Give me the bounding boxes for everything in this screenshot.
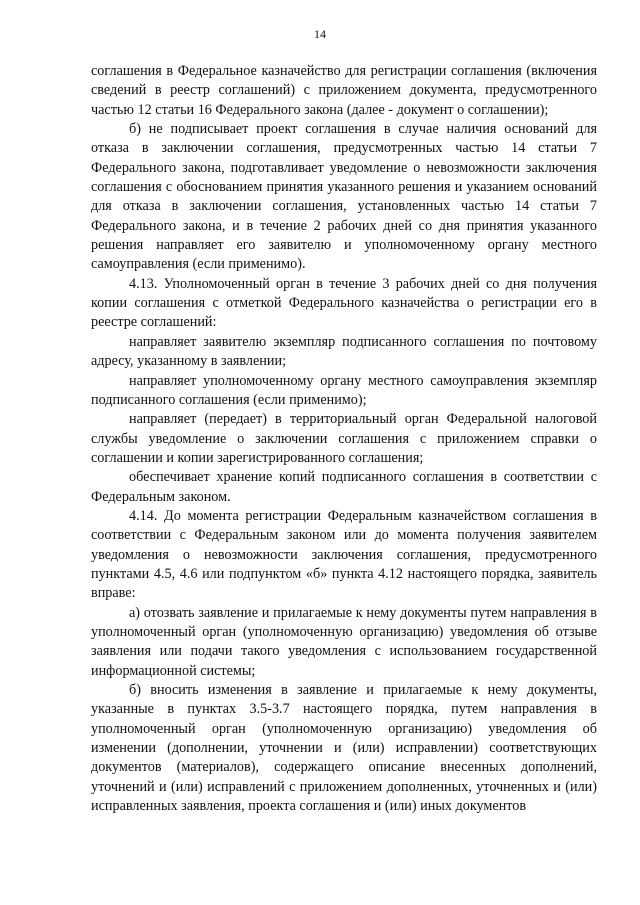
page-number: 14 xyxy=(314,27,326,41)
paragraph-subitem-b-changes: б) вносить изменения в заявление и прилагаемые к нему документы, указанные в пунктах 3.5-3.7 настоящего порядка, путем направления в уполномоченный орган (уполномоченную организацию) уведомления об изменении (дополнении, уточнении и (или) исправлении) соответствующих документов (материалов), содержащего описание внесенных дополнений, уточнений и (или) исправлений с приложением дополненных, уточненных и (или) исправленных заявления, проекта соглашения и (или) иных документов xyxy=(91,682,597,815)
paragraph-continuation: соглашения в Федеральное казначейство для регистрации соглашения (включения сведений в реестр соглашений) с приложением документа, предусмотренного частью 12 статьи 16 Федерального закона (далее - документ о соглашении); xyxy=(91,63,597,118)
document-body xyxy=(91,62,597,816)
paragraph-4-13: 4.13. Уполномоченный орган в течение 3 рабочих дней со дня получения копии соглашения с отметкой Федерального казначейства о регистрации его в реестре соглашений: xyxy=(91,275,597,331)
paragraph-storage: обеспечивает хранение копий подписанного соглашения в соответствии с Федеральным законом. xyxy=(91,469,597,505)
paragraph-4-14: 4.14. До момента регистрации Федеральным казначейством соглашения в соответствии с Федеральным законом или до момента получения заявителем уведомления о невозможности заключения соглашения, предусмотренного пунктами 4.5, 4.6 или подпунктом «б» пункта 4.12 настоящего порядка, заявитель вправе: xyxy=(91,507,597,602)
paragraph-send-to-local-authority: направляет уполномоченному органу местного самоуправления экземпляр подписанного соглашения (если применимо); xyxy=(91,372,597,408)
paragraph-send-to-applicant: направляет заявителю экземпляр подписанного соглашения по почтовому адресу, указанному в заявлении; xyxy=(91,333,597,370)
paragraph-send-to-tax-service: направляет (передает) в территориальный орган Федеральной налоговой службы уведомление о заключении соглашения с приложением справки о соглашении и копии зарегистрированного соглашения; xyxy=(91,411,597,466)
paragraph-subitem-a-withdraw: а) отозвать заявление и прилагаемые к нему документы путем направления в уполномоченный орган (уполномоченную организацию) уведомления об отзыве заявления или подачи такого уведомления с использованием государственной информационной системы; xyxy=(91,604,597,679)
paragraph-subitem-b-refusal: б) не подписывает проект соглашения в случае наличия оснований для отказа в заключении соглашения, предусмотренных частью 14 статьи 7 Федерального закона, подготавливает уведомление о невозможности заключения соглашения с обоснованием принятия указанного решения и указанием оснований для отказа в заключении соглашения, установленных частью 14 статьи 7 Федерального закона, и в течение 2 рабочих дней со дня принятия указанного решения направляет его заявителю и уполномоченному органу местного самоуправления (если применимо). xyxy=(91,121,597,273)
